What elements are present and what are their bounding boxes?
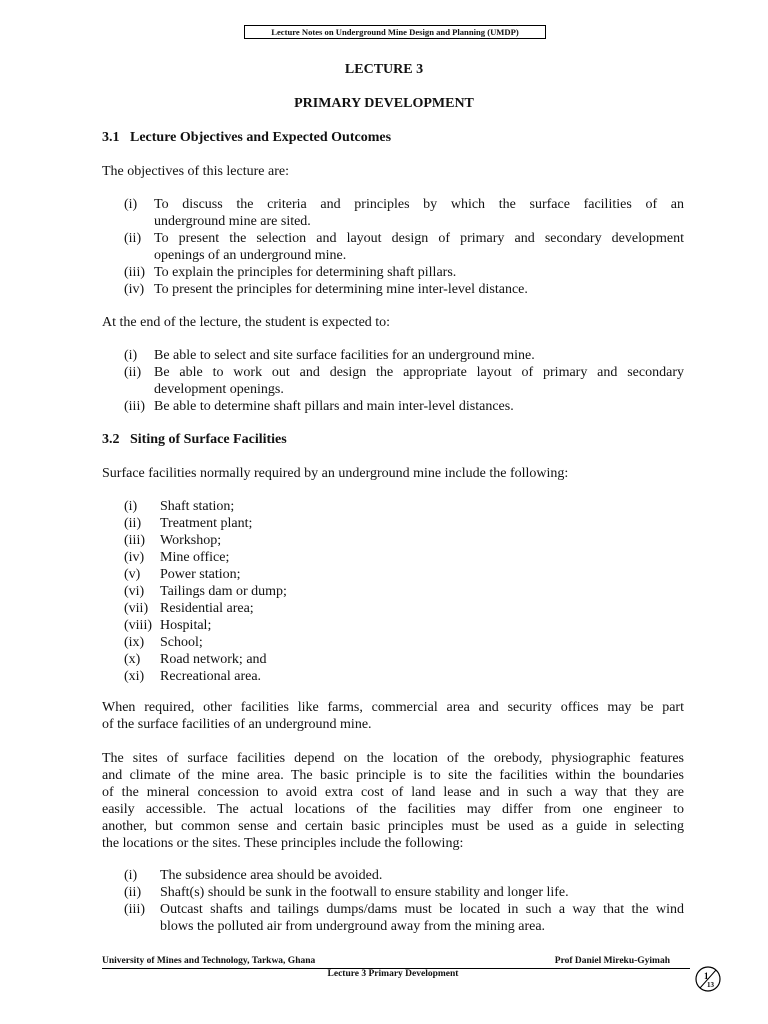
paragraph-line: of the surface facilities of an underground mine.: [102, 717, 372, 732]
list-item-text-line: Be able to select and site surface facilities for an underground mine.: [154, 348, 535, 363]
paragraph-line: and climate of the mine area. The basic principle is to site the facilities within the boundaries: [102, 768, 684, 783]
list-item: [124, 230, 684, 264]
list-item: [124, 901, 684, 935]
list-marker: (ii): [124, 885, 142, 900]
list-marker: (ii): [124, 516, 142, 531]
list-item-text: Power station;: [160, 567, 241, 582]
section-heading-3-1: [102, 129, 391, 147]
paragraph-line: the locations or the sites. These principles include the following:: [102, 836, 464, 851]
list-marker: (iv): [124, 550, 145, 565]
list-item: [124, 867, 684, 884]
list-marker: (ix): [124, 635, 145, 650]
list-item: [124, 884, 684, 901]
list-item: [124, 196, 684, 230]
siting-principles-paragraph: [102, 750, 684, 852]
paragraph-line: When required, other facilities like farms, commercial area and security offices may be part: [102, 700, 684, 715]
facilities-intro: Surface facilities normally required by an underground mine include the following:: [102, 466, 569, 481]
list-item-text-line: blows the polluted air from underground away from the mining area.: [160, 919, 546, 934]
list-item: [124, 566, 684, 583]
principles-list: [124, 867, 684, 935]
list-marker: (v): [124, 567, 141, 582]
objectives-list: [124, 196, 684, 298]
list-item-text-line: development openings.: [154, 382, 284, 397]
list-item: [124, 364, 684, 398]
list-marker: (ii): [124, 365, 142, 380]
list-item-text: Road network; and: [160, 652, 267, 667]
section-number: 3.2: [102, 432, 120, 447]
list-item-text: Tailings dam or dump;: [160, 584, 287, 599]
list-item-text-line: Outcast shafts and tailings dumps/dams must be located in such a way that the wind: [160, 902, 684, 917]
list-item-text: Recreational area.: [160, 669, 262, 684]
list-item-text-line: The subsidence area should be avoided.: [160, 868, 383, 883]
list-item-text-line: Be able to determine shaft pillars and main inter-level distances.: [154, 399, 514, 414]
footer-lecture-title: Lecture 3 Primary Development: [327, 969, 459, 979]
list-item-text-line: underground mine are sited.: [154, 214, 311, 229]
list-marker: (i): [124, 868, 138, 883]
lecture-title: PRIMARY DEVELOPMENT: [294, 96, 474, 111]
list-item-text-line: To explain the principles for determining shaft pillars.: [154, 265, 457, 280]
list-item-text-line: To present the principles for determining mine inter-level distance.: [154, 282, 528, 297]
list-marker: (i): [124, 197, 138, 212]
list-item-text: Residential area;: [160, 601, 254, 616]
facilities-list: [124, 498, 684, 685]
list-marker: (iii): [124, 902, 145, 917]
list-item: [124, 398, 684, 415]
list-item-text-line: Be able to work out and design the appropriate layout of primary and secondary: [154, 365, 684, 380]
list-item-text: School;: [160, 635, 203, 650]
list-marker: (vi): [124, 584, 145, 599]
list-item: [124, 651, 684, 668]
running-header: Lecture Notes on Underground Mine Design and Planning (UMDP): [244, 25, 546, 39]
list-item: [124, 264, 684, 281]
list-marker: (i): [124, 499, 138, 514]
list-marker: (x): [124, 652, 141, 667]
list-marker: (viii): [124, 618, 152, 633]
footer-author: Prof Daniel Mireku-Gyimah: [554, 956, 670, 966]
page-number-icon: [693, 964, 723, 994]
list-marker: (i): [124, 348, 138, 363]
paragraph-line: easily accessible. The actual locations of the facilities may differ from one engineer to: [102, 802, 684, 817]
list-item: [124, 549, 684, 566]
paragraph-line: The sites of surface facilities depend on the location of the orebody, physiographic features: [102, 751, 684, 766]
list-item: [124, 515, 684, 532]
paragraph-line: another, but common sense and certain basic principles must be used as a guide in selecting: [102, 819, 684, 834]
list-item: [124, 583, 684, 600]
list-marker: (ii): [124, 231, 142, 246]
list-item-text: Treatment plant;: [160, 516, 253, 531]
section-title: Siting of Surface Facilities: [130, 432, 287, 447]
section-number: 3.1: [102, 130, 120, 145]
footer-institution: University of Mines and Technology, Tarkwa, Ghana: [102, 956, 316, 966]
list-marker: (iii): [124, 399, 145, 414]
list-item: [124, 498, 684, 515]
list-item-text-line: To present the selection and layout design of primary and secondary development: [154, 231, 684, 246]
page-total: 13: [707, 981, 714, 989]
list-item-text-line: openings of an underground mine.: [154, 248, 347, 263]
list-item: [124, 600, 684, 617]
list-item: [124, 668, 684, 685]
list-marker: (xi): [124, 669, 145, 684]
list-marker: (iii): [124, 265, 145, 280]
list-item-text-line: Shaft(s) should be sunk in the footwall to ensure stability and longer life.: [160, 885, 569, 900]
list-item-text: Shaft station;: [160, 499, 235, 514]
other-facilities-paragraph: [102, 699, 684, 733]
list-item-text: Hospital;: [160, 618, 212, 633]
paragraph-line: of the mineral concession to avoid extra cost of land lease and in such a way that they are: [102, 785, 684, 800]
list-item: [124, 281, 684, 298]
list-item-text-line: To discuss the criteria and principles by which the surface facilities of an: [154, 197, 684, 212]
list-marker: (iii): [124, 533, 145, 548]
objectives-intro: The objectives of this lecture are:: [102, 164, 289, 179]
list-marker: (iv): [124, 282, 145, 297]
outcomes-intro: At the end of the lecture, the student is expected to:: [102, 315, 391, 330]
outcomes-list: [124, 347, 684, 415]
page-current: 1: [704, 971, 709, 981]
list-item: [124, 634, 684, 651]
lecture-number: LECTURE 3: [344, 62, 424, 77]
section-heading-3-2: [102, 431, 287, 449]
list-item-text: Workshop;: [160, 533, 222, 548]
list-item: [124, 617, 684, 634]
section-title: Lecture Objectives and Expected Outcomes: [130, 130, 392, 145]
list-item-text: Mine office;: [160, 550, 230, 565]
list-item: [124, 532, 684, 549]
list-item: [124, 347, 684, 364]
list-marker: (vii): [124, 601, 149, 616]
